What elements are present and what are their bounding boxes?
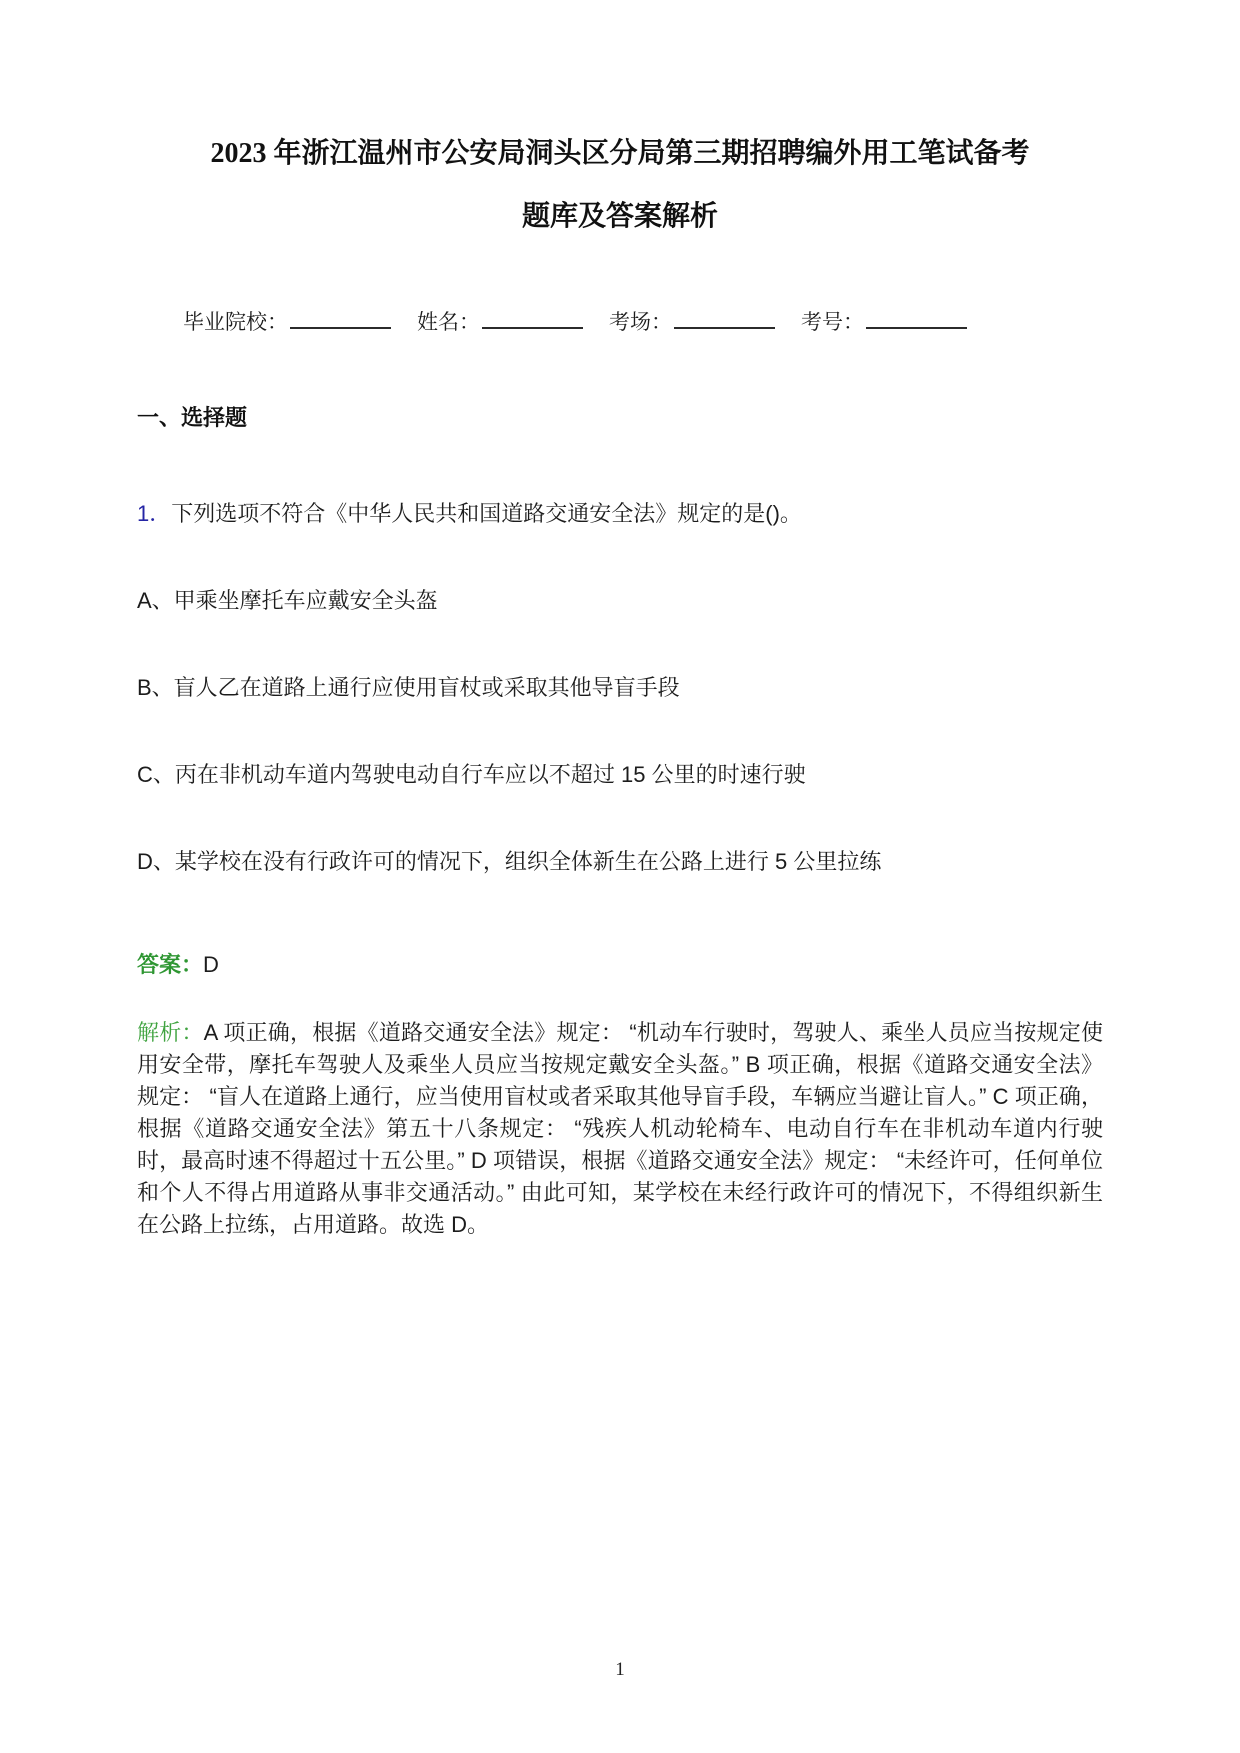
option-d: D、某学校在没有行政许可的情况下，组织全体新生在公路上进行 5 公里拉练 bbox=[137, 849, 882, 874]
field-school bbox=[183, 306, 391, 340]
page-number: 1 bbox=[615, 1659, 625, 1680]
option-b: B、盲人乙在道路上通行应使用盲杖或采取其他导盲手段 bbox=[137, 675, 680, 700]
field-exam-number bbox=[801, 306, 967, 340]
answer-label: 答案： bbox=[137, 952, 204, 977]
field-exam-room bbox=[609, 306, 775, 340]
blank-line bbox=[482, 307, 583, 329]
question-number: 1． bbox=[137, 501, 172, 526]
field-name bbox=[417, 306, 583, 340]
option-a: A、甲乘坐摩托车应戴安全头盔 bbox=[137, 588, 438, 613]
option-c: C、丙在非机动车道内驾驶电动自行车应以不超过 15 公里的时速行驶 bbox=[137, 762, 806, 787]
field-name-label: 姓名： bbox=[417, 311, 480, 334]
blank-line bbox=[290, 307, 391, 329]
analysis-paragraph bbox=[137, 1017, 1103, 1241]
question-stem: 下列选项不符合《中华人民共和国道路交通安全法》规定的是()。 bbox=[171, 501, 802, 526]
blank-line bbox=[674, 307, 775, 329]
question-block bbox=[137, 498, 1103, 1241]
question-text bbox=[137, 498, 1103, 530]
document-title: 2023 年浙江温州市公安局洞头区分局第三期招聘编外用工笔试备考题库及答案解析 bbox=[210, 138, 1030, 232]
analysis-label: 解析： bbox=[137, 1020, 204, 1045]
field-exam-number-label: 考号： bbox=[801, 311, 864, 334]
field-exam-room-label: 考场： bbox=[609, 311, 672, 334]
exam-info-line bbox=[183, 306, 1103, 340]
field-school-label: 毕业院校： bbox=[183, 311, 288, 334]
section-heading: 一、选择题 bbox=[137, 405, 248, 430]
blank-line bbox=[866, 307, 967, 329]
analysis-text: A 项正确，根据《道路交通安全法》规定： “机动车行驶时，驾驶人、乘坐人员应当按规定使用安全带，摩托车驾驶人及乘坐人员应当按规定戴安全头盔。” B 项正确，根据《道路交通安全法》规定： “盲人在道路上通行，应当使用盲杖或者采取其他导盲手段，车辆应当避让盲人。” C 项正确，根据《道路交通安全法》第五十八条规定： “残疾人机动轮椅车、电动自行车在非机动车道内行驶时，最高时速不得超过十五公里。” D 项错误，根据《道路交通安全法》规定： “未经许可，任何单位和个人不得占用道路从事非交通活动。” 由此可知，某学校在未经行政许可的情况下，不得组织新生在公路上拉练，占用道路。故选 D。 bbox=[137, 1020, 1103, 1237]
answer-line bbox=[137, 949, 1103, 981]
answer-value: D bbox=[203, 952, 219, 977]
